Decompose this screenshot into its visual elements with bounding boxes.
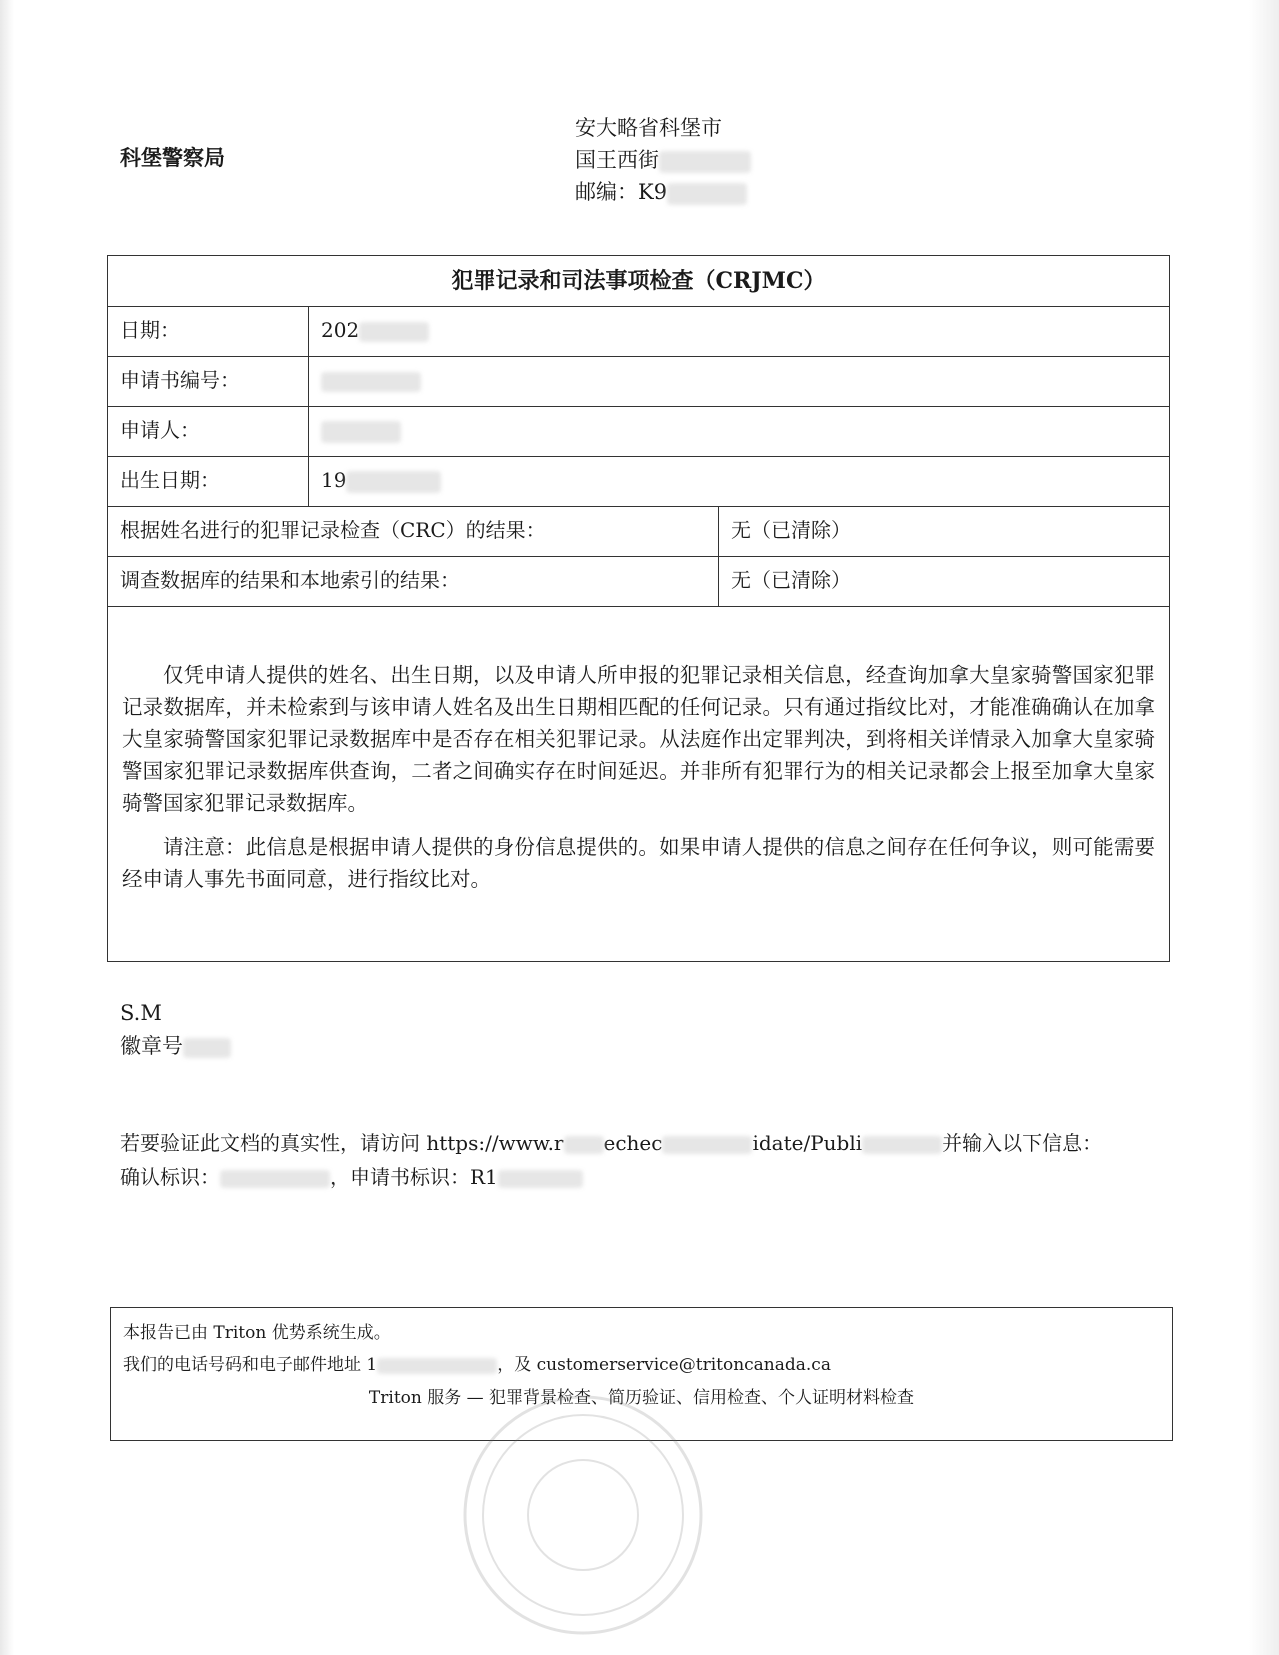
address-postal bbox=[575, 176, 751, 208]
redacted-url-part-2 bbox=[662, 1136, 752, 1154]
redacted-application-number bbox=[321, 372, 421, 392]
badge-label: 徽章号 bbox=[120, 1034, 183, 1058]
crjmc-form bbox=[107, 255, 1170, 962]
redacted-confirm-id bbox=[220, 1170, 330, 1188]
application-id-label: ，申请书标识：R1 bbox=[330, 1165, 498, 1189]
date-label: 日期： bbox=[108, 307, 309, 356]
verification-block bbox=[120, 1126, 1102, 1194]
row-date bbox=[108, 307, 1169, 357]
redacted-badge-number bbox=[183, 1038, 231, 1058]
database-result-value: 无（已清除） bbox=[731, 568, 851, 592]
redacted-date bbox=[359, 322, 429, 342]
address-street bbox=[575, 144, 751, 176]
footer-line-contact bbox=[123, 1350, 831, 1375]
row-birth-date bbox=[108, 457, 1169, 507]
address-city: 安大略省科堡市 bbox=[575, 116, 722, 140]
address-block bbox=[575, 112, 751, 208]
birth-date-value-text: 19 bbox=[321, 468, 347, 492]
redacted-postal-code bbox=[667, 183, 747, 205]
badge-line bbox=[120, 1030, 231, 1063]
faint-seal-stamp bbox=[458, 1390, 708, 1640]
database-result-label: 调查数据库的结果和本地索引的结果： bbox=[108, 557, 719, 606]
row-database-result bbox=[108, 557, 1169, 607]
redacted-applicant-name bbox=[321, 421, 401, 443]
notice-paragraph-2: 请注意：此信息是根据申请人提供的身份信息提供的。如果申请人提供的信息之间存在任何争议，则可能需要经申请人事先书面同意，进行指纹比对。 bbox=[122, 835, 1155, 891]
applicant-label: 申请人： bbox=[108, 407, 309, 456]
verification-line-2 bbox=[120, 1160, 1102, 1194]
form-title: 犯罪记录和司法事项检查（CRJMC） bbox=[108, 256, 1169, 307]
verification-url-mid-1: echec bbox=[603, 1131, 663, 1155]
signature-block bbox=[120, 997, 231, 1063]
crc-result-label: 根据姓名进行的犯罪记录检查（CRC）的结果： bbox=[108, 507, 719, 556]
police-department-name: 科堡警察局 bbox=[120, 145, 225, 170]
application-number-label: 申请书编号： bbox=[108, 357, 309, 406]
redacted-url-part-3 bbox=[862, 1136, 942, 1154]
redacted-url-part-1 bbox=[564, 1136, 604, 1154]
row-crc-result bbox=[108, 507, 1169, 557]
footer-line-generated: 本报告已由 Triton 优势系统生成。 bbox=[123, 1323, 391, 1343]
verification-suffix: 并输入以下信息： bbox=[942, 1131, 1103, 1155]
application-number-value bbox=[309, 357, 1169, 406]
address-postal-text: 邮编：K9 bbox=[575, 180, 668, 204]
birth-date-label: 出生日期： bbox=[108, 457, 309, 506]
verification-prefix: 若要验证此文档的真实性，请访问 https://www.r bbox=[120, 1131, 564, 1155]
footer-line-services: Triton 服务 — 犯罪背景检查、简历验证、信用检查、个人证明材料检查 bbox=[368, 1388, 915, 1408]
date-value-text: 202 bbox=[321, 318, 360, 342]
scan-edge-left bbox=[0, 0, 14, 1655]
footer-contact-prefix: 我们的电话号码和电子邮件地址 1 bbox=[123, 1355, 378, 1375]
row-application-number bbox=[108, 357, 1169, 407]
birth-date-value bbox=[309, 457, 1169, 506]
redacted-application-id bbox=[498, 1170, 583, 1188]
officer-initials: S.M bbox=[120, 1001, 162, 1025]
notice-paragraph-1: 仅凭申请人提供的姓名、出生日期，以及申请人所申报的犯罪记录相关信息，经查询加拿大皇家骑警国家犯罪记录数据库，并未检索到与该申请人姓名及出生日期相匹配的任何记录。只有通过指纹比对，才能准确确认在加拿大皇家骑警国家犯罪记录数据库中是否存在相关犯罪记录。从法庭作出定罪判决，到将相关详情录入加拿大皇家骑警国家犯罪记录数据库供查询，二者之间确实存在时间延迟。并非所有犯罪行为的相关记录都会上报至加拿大皇家骑警国家犯罪记录数据库。 bbox=[122, 663, 1155, 815]
redacted-street-number bbox=[659, 151, 751, 173]
redacted-phone-number bbox=[377, 1358, 497, 1374]
applicant-value bbox=[309, 407, 1169, 456]
footer-contact-email: ，及 customerservice@tritoncanada.ca bbox=[497, 1355, 831, 1375]
scan-edge-right bbox=[1249, 0, 1279, 1655]
address-street-text: 国王西街 bbox=[575, 148, 659, 172]
crc-result-value: 无（已清除） bbox=[731, 518, 851, 542]
notice-section bbox=[108, 607, 1169, 895]
redacted-birth-date bbox=[346, 471, 441, 493]
confirm-id-label: 确认标识： bbox=[120, 1165, 220, 1189]
verification-url-mid-2: idate/Publi bbox=[752, 1131, 863, 1155]
row-applicant bbox=[108, 407, 1169, 457]
date-value bbox=[309, 307, 1169, 356]
verification-line-1 bbox=[120, 1126, 1102, 1160]
